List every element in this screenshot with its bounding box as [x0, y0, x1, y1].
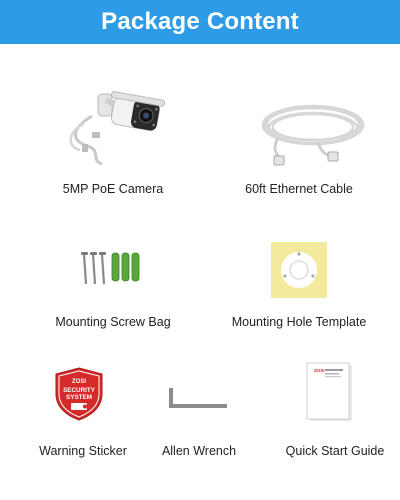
item-label-camera: 5MP PoE Camera: [62, 182, 164, 196]
guide-brand: ZOSI: [314, 368, 325, 373]
screws-anchors-icon: [78, 250, 148, 290]
sticker-brand: ZOSI: [71, 379, 87, 385]
item-label-sticker: Warning Sticker: [39, 444, 127, 458]
sticker-line2: SYSTEM: [66, 394, 92, 401]
sticker-line1: SECURITY: [63, 387, 95, 394]
ethernet-cable-icon: [258, 98, 368, 168]
page-title: Package Content: [101, 8, 299, 35]
item-label-guide: Quick Start Guide: [285, 444, 385, 458]
header-banner: [0, 0, 400, 44]
hole-template-icon: [269, 240, 329, 300]
item-label-cable: 60ft Ethernet Cable: [245, 182, 353, 196]
guide-booklet-icon: [305, 362, 355, 422]
allen-wrench-icon: [163, 384, 233, 414]
item-label-screws: Mounting Screw Bag: [55, 315, 171, 329]
item-label-wrench: Allen Wrench: [161, 444, 237, 458]
item-label-template: Mounting Hole Template: [231, 315, 367, 329]
security-sticker-icon: [52, 366, 106, 422]
bullet-camera-icon: [62, 88, 172, 168]
